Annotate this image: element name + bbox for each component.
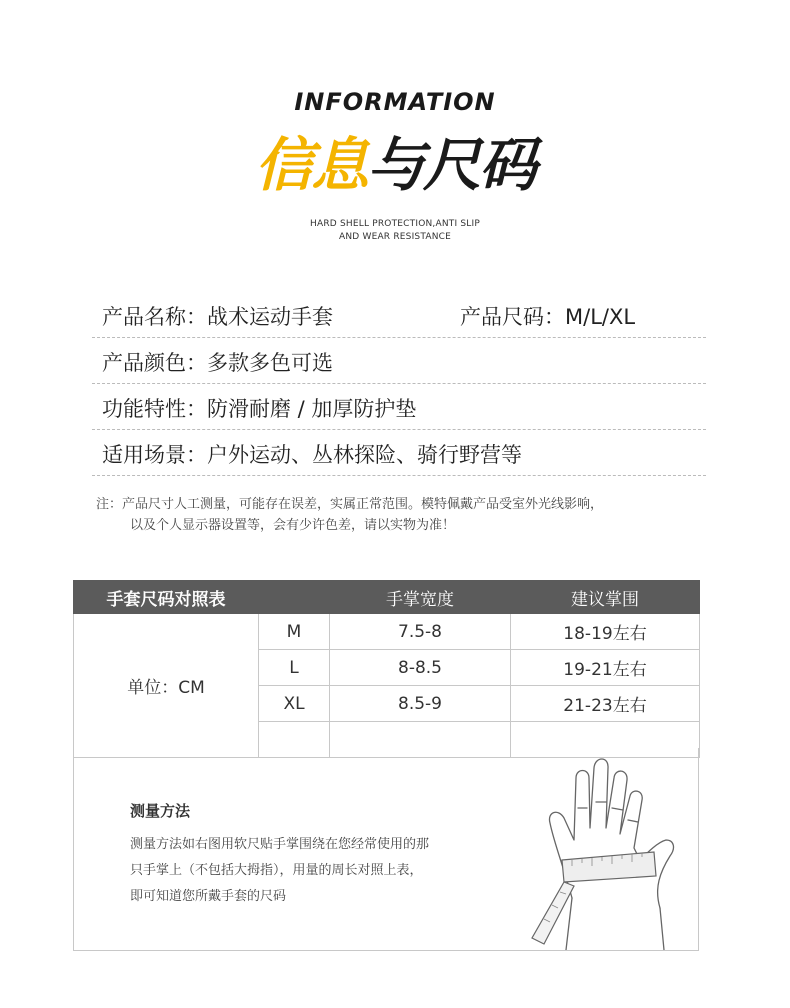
size-cell: L	[259, 650, 330, 686]
size-chart-table	[73, 580, 700, 758]
chinese-title-highlight: 信息	[254, 131, 367, 199]
measure-section	[73, 748, 699, 951]
header-palm-width: 手掌宽度	[330, 581, 511, 614]
table-row	[74, 614, 700, 650]
girth-cell: 19-21左右	[511, 650, 700, 686]
size-chart-header	[74, 581, 700, 614]
chinese-title-rest: 与尺码	[367, 131, 536, 199]
product-color: 产品颜色：多款多色可选	[102, 351, 333, 375]
subtitle-line-1: HARD SHELL PROTECTION,ANTI SLIP	[310, 219, 480, 229]
note	[96, 494, 716, 536]
width-cell: 8.5-9	[330, 686, 511, 722]
width-cell: 8-8.5	[330, 650, 511, 686]
note-line-2: 以及个人显示器设置等，会有少许色差，请以实物为准！	[130, 518, 456, 533]
measure-text	[130, 832, 490, 910]
measure-line-2: 只手掌上（不包括大拇指），用量的周长对照上表，	[130, 863, 423, 878]
product-size: 产品尺码：M/L/XL	[460, 305, 636, 329]
measure-line-1: 测量方法如右图用软尺贴手掌围绕在您经常使用的那	[130, 837, 430, 852]
girth-cell: 18-19左右	[511, 614, 700, 650]
product-name: 产品名称：战术运动手套	[102, 305, 333, 329]
size-cell: XL	[259, 686, 330, 722]
header-palm-girth: 建议掌围	[511, 581, 700, 614]
info-row-feature	[92, 383, 706, 430]
tape-measure-icon	[532, 852, 656, 944]
hand-measure-illustration	[514, 748, 698, 950]
size-cell: M	[259, 614, 330, 650]
measure-line-3: 即可知道您所戴手套的尺码	[130, 889, 287, 904]
product-scene: 适用场景：户外运动、丛林探险、骑行野营等	[102, 443, 522, 467]
measure-title: 测量方法	[130, 802, 191, 820]
note-line-1: 注：产品尺寸人工测量，可能存在误差，实属正常范围。模特佩戴产品受室外光线影响，	[96, 497, 604, 512]
chinese-title	[0, 130, 790, 200]
width-cell: 7.5-8	[330, 614, 511, 650]
header-size	[259, 581, 330, 614]
info-row-name	[92, 291, 706, 338]
info-row-scene	[92, 429, 706, 476]
girth-cell: 21-23左右	[511, 686, 700, 722]
english-title: INFORMATION	[294, 88, 496, 116]
subtitle	[0, 218, 790, 244]
product-feature: 功能特性：防滑耐磨 / 加厚防护垫	[102, 397, 417, 421]
header-chart-title: 手套尺码对照表	[74, 581, 259, 614]
info-row-color	[92, 337, 706, 384]
subtitle-line-2: AND WEAR RESISTANCE	[338, 232, 451, 242]
unit-cell: 单位：CM	[74, 614, 259, 758]
